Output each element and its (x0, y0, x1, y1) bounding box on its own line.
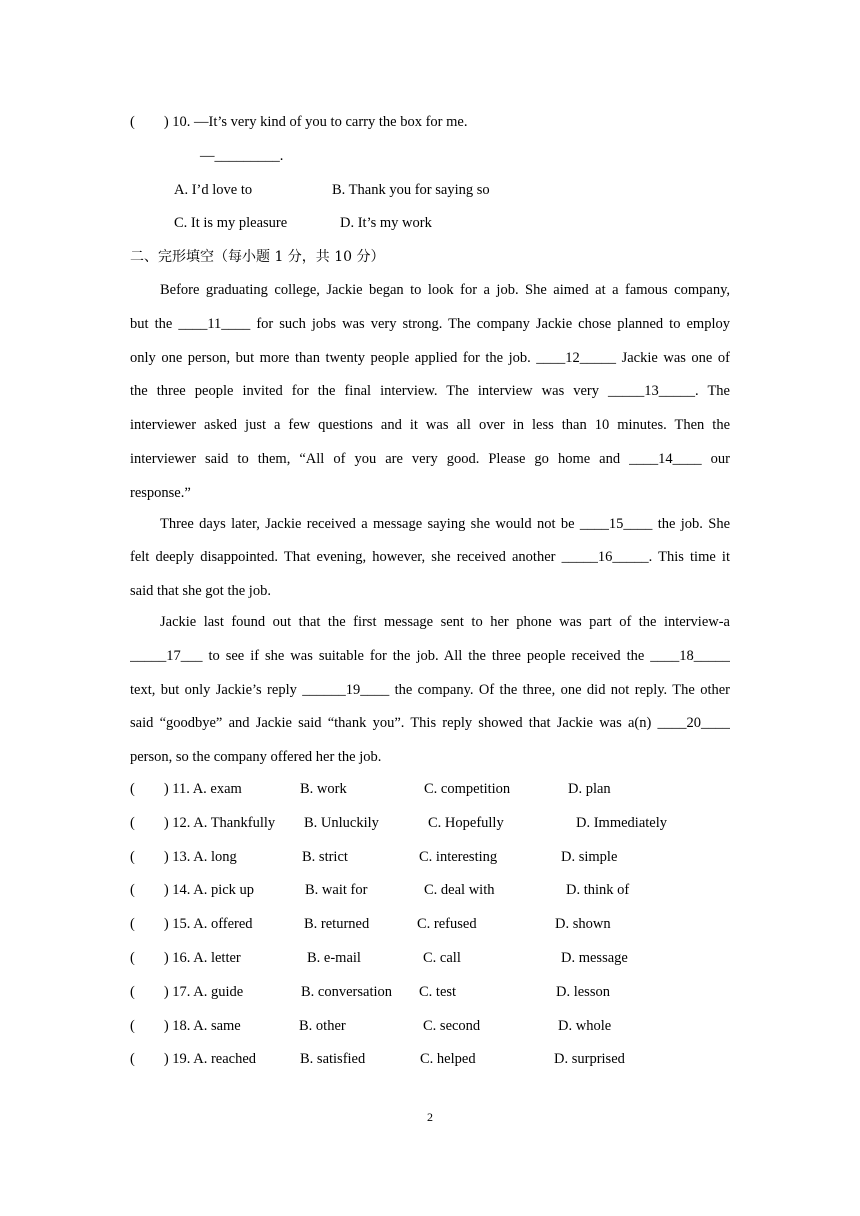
choice-16-c: C. call (423, 949, 461, 966)
passage-line: but the ____11____ for such jobs was very strong. The company Jackie chose planned to employ (130, 315, 730, 332)
page-number: 2 (427, 1110, 433, 1124)
choice-19-d: D. surprised (554, 1051, 625, 1068)
choice-17-b: B. conversation (301, 983, 393, 1000)
choice-15-c: C. refused (417, 916, 477, 933)
choice-15-b: B. returned (304, 916, 370, 933)
choice-19-a: ( ) 19. A. reached (130, 1051, 257, 1068)
passage-line: Three days later, Jackie received a message saying she would not be ____15____ the job. She (160, 515, 730, 532)
choice-15-d: D. shown (555, 916, 611, 933)
choice-13-b: B. strict (302, 848, 348, 865)
passage-line: the three people invited for the final interview. The interview was very _____13_____. The (130, 383, 730, 400)
choice-19-b: B. satisfied (300, 1051, 366, 1068)
question-10-stem-text: ( ) 10. —It’s very kind of you to carry the box for me. (130, 114, 468, 130)
choice-17-d: D. lesson (556, 983, 610, 1000)
choice-18-d: D. whole (558, 1017, 612, 1034)
question-10-option-d: D. It’s my work (340, 215, 432, 232)
section-2-heading (130, 243, 730, 277)
exam-page (130, 108, 730, 1079)
passage-line: text, but only Jackie’s reply ______19____ the company. Of the three, one did not reply. The other (130, 681, 730, 698)
passage-line: said that she got the job. (130, 583, 271, 600)
choice-19-c: C. helped (420, 1051, 476, 1068)
passage-line: said “goodbye” and Jackie said “thank you”. This reply showed that Jackie was a(n) ____20____ (130, 715, 730, 732)
choice-12-b: B. Unluckily (304, 814, 379, 831)
choice-16-d: D. message (561, 949, 628, 966)
choice-11-a: ( ) 11. A. exam (130, 780, 242, 797)
choice-row-15 (130, 910, 730, 944)
passage-paragraph-3 (130, 606, 730, 775)
choice-row-19 (130, 1045, 730, 1079)
choice-row-17 (130, 978, 730, 1012)
question-10-options-row2 (130, 209, 730, 243)
choice-row-12 (130, 809, 730, 843)
choice-13-a: ( ) 13. A. long (130, 848, 237, 865)
choice-row-16 (130, 944, 730, 978)
choice-16-a: ( ) 16. A. letter (130, 949, 241, 966)
passage-line: interviewer said to them, “All of you are very good. Please go home and ____14____ our (130, 450, 730, 467)
question-10-option-a: A. I’d love to (174, 181, 253, 198)
choice-13-c: C. interesting (419, 848, 498, 865)
passage-line: person, so the company offered her the job. (130, 749, 382, 766)
choice-row-14 (130, 876, 730, 910)
passage-paragraph-1 (130, 274, 730, 511)
passage-paragraph-2 (130, 508, 730, 609)
choice-11-b: B. work (300, 780, 347, 797)
section-2-heading-text: 二、完形填空（每小题 1 分，共 10 分） (130, 249, 385, 266)
passage-line: only one person, but more than twenty people applied for the job. ____12_____ Jackie was one of (130, 349, 730, 366)
choice-row-13 (130, 843, 730, 877)
choice-12-d: D. Immediately (576, 814, 668, 831)
passage-line: response.” (130, 484, 191, 501)
passage-line: Jackie last found out that the first message sent to her phone was part of the interview-a (160, 613, 730, 630)
choice-14-d: D. think of (566, 882, 630, 899)
passage-line: interviewer asked just a few questions and it was all over in less than 10 minutes. Then the (130, 417, 730, 434)
choice-list (130, 775, 730, 1079)
choice-11-c: C. competition (424, 780, 511, 797)
question-10-reply (130, 142, 730, 176)
choice-18-c: C. second (423, 1017, 481, 1034)
choice-17-a: ( ) 17. A. guide (130, 983, 244, 1000)
choice-11-d: D. plan (568, 780, 611, 797)
question-10-option-b: B. Thank you for saying so (332, 181, 490, 198)
choice-17-c: C. test (419, 983, 457, 1000)
choice-row-18 (130, 1012, 730, 1046)
question-10-stem (130, 108, 730, 142)
question-10-options-row1 (130, 176, 730, 210)
passage-line: Before graduating college, Jackie began to look for a job. She aimed at a famous company, (160, 281, 730, 298)
choice-14-a: ( ) 14. A. pick up (130, 882, 255, 899)
choice-18-b: B. other (299, 1017, 346, 1034)
choice-13-d: D. simple (561, 848, 618, 865)
choice-12-c: C. Hopefully (428, 814, 504, 831)
choice-15-a: ( ) 15. A. offered (130, 916, 253, 933)
question-10-option-c: C. It is my pleasure (174, 215, 288, 232)
choice-18-a: ( ) 18. A. same (130, 1017, 241, 1034)
passage-line: felt deeply disappointed. That evening, however, she received another _____16_____. This time it (130, 549, 730, 566)
question-10-reply-text: —_________. (200, 147, 284, 164)
choice-16-b: B. e-mail (307, 949, 361, 966)
choice-12-a: ( ) 12. A. Thankfully (130, 814, 276, 831)
passage-line: _____17___ to see if she was suitable for the job. All the three people received the ____18_____ (130, 647, 730, 664)
choice-row-11 (130, 775, 730, 809)
choice-14-c: C. deal with (424, 882, 495, 899)
choice-14-b: B. wait for (305, 882, 368, 899)
